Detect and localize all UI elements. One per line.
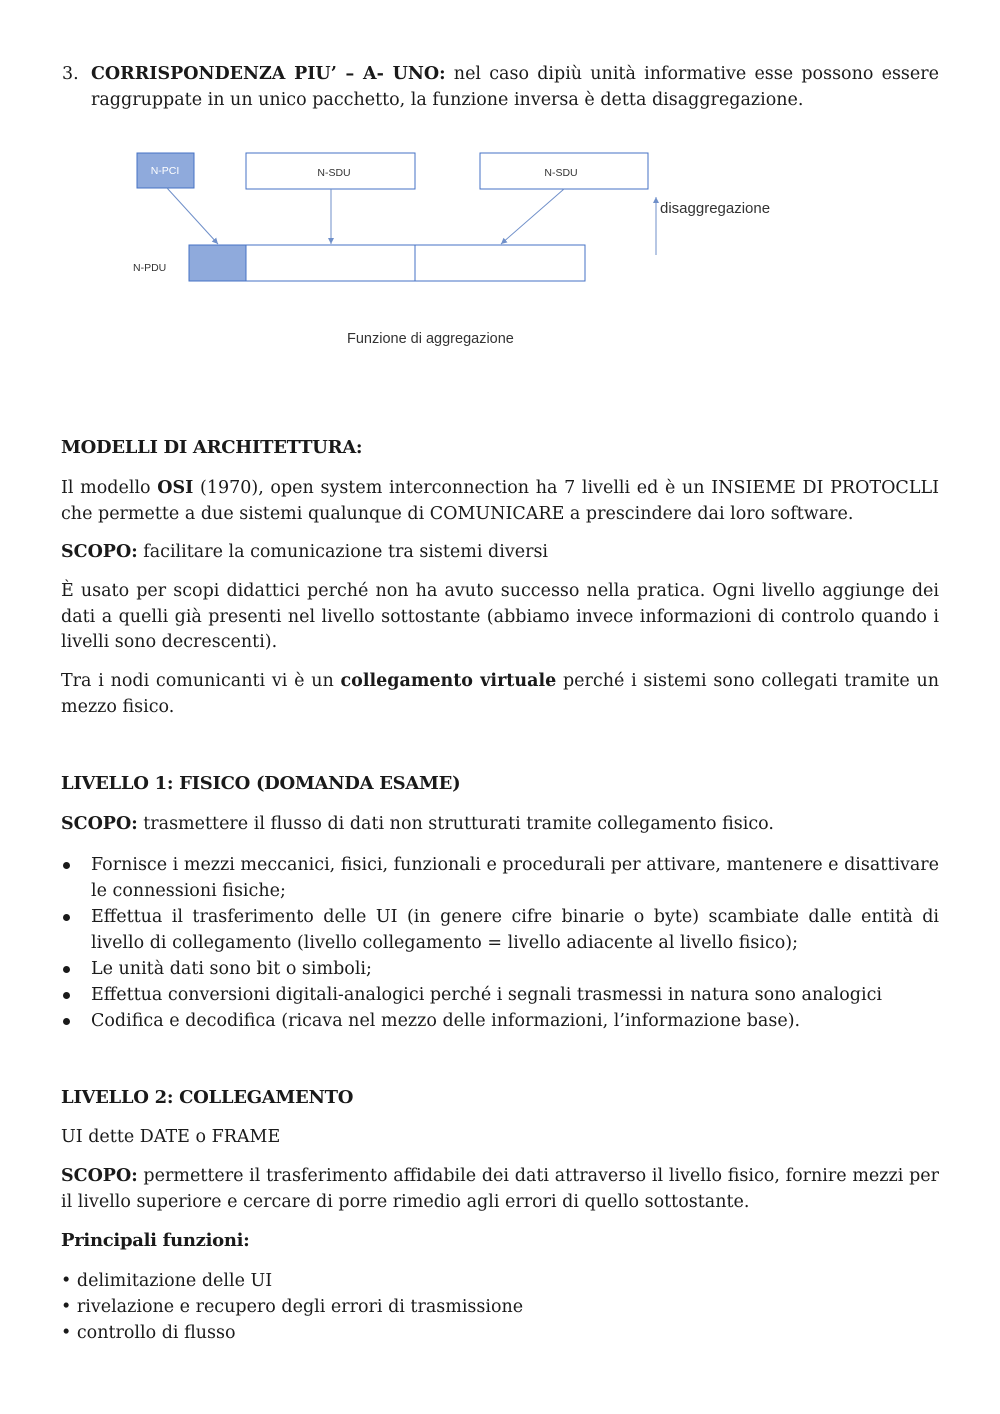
bullet-icon [63, 1018, 70, 1025]
paragraph-scopo-l2 [61, 1164, 939, 1215]
disaggregation-label: disaggregazione [660, 200, 771, 217]
virtual-text-c: perché i sistemi sono collegati tramite un mezzo fisico. [61, 671, 939, 717]
scopo-text: facilitare la comunicazione tra sistemi diversi [137, 542, 549, 562]
list-item [61, 1008, 939, 1034]
osi-text-c: (1970), open system interconnection ha 7 livelli ed è un INSIEME DI PROTOCLLI che permette a due sistemi qualunque di COMUNICARE a prescindere dai loro software. [61, 478, 939, 524]
functions-list [61, 1268, 523, 1346]
nsdu-label-2: N-SDU [544, 167, 578, 179]
scopo-label: SCOPO: [61, 542, 138, 562]
list-number: 3. [62, 64, 79, 84]
diagram-caption: Funzione di aggregazione [347, 331, 514, 347]
npdu-header-box [189, 245, 246, 281]
list-item: • delimitazione delle UI [61, 1271, 273, 1291]
scopo-text: trasmettere il flusso di dati non strutturati tramite collegamento fisico. [137, 814, 774, 834]
heading-level-1: LIVELLO 1: FISICO (DOMANDA ESAME) [61, 773, 461, 794]
bullet-text: Effettua il trasferimento delle UI (in genere cifre binarie o byte) scambiate dalle entità di livello di collegamento (livello collegamento = livello adiacente al livello fisico); [91, 907, 939, 953]
heading-models: MODELLI DI ARCHITETTURA: [61, 437, 363, 458]
paragraph-ui-frames: UI dette DATE o FRAME [61, 1127, 281, 1147]
paragraph-osi [61, 476, 939, 527]
paragraph-scopo-models [61, 540, 939, 566]
npdu-segment-2 [415, 245, 585, 281]
paragraph-didactic: È usato per scopi didattici perché non ha avuto successo nella pratica. Ogni livello aggiunge dei dati a quelli già presenti nel livello sottostante (abbiamo invece informazioni di controlo quando i livelli sono decrescenti). [61, 581, 939, 652]
item-title: CORRISPONDENZA PIU’ – A- UNO: [91, 64, 446, 84]
bullet-text: Codifica e decodifica (ricava nel mezzo delle informazioni, l’informazione base). [91, 1011, 801, 1031]
virtual-bold: collegamento virtuale [340, 671, 557, 691]
heading-main-functions: Principali funzioni: [61, 1230, 250, 1251]
list-item-3 [62, 62, 939, 113]
list-item [61, 982, 939, 1008]
npdu-segment-1 [246, 245, 415, 281]
list-item [61, 956, 939, 982]
arrow-npci [167, 188, 218, 244]
list-item [61, 852, 939, 904]
npci-label: N-PCI [150, 165, 180, 177]
bullet-icon [63, 914, 70, 921]
osi-text-a: Il modello [61, 478, 158, 498]
nsdu-label-1: N-SDU [317, 167, 351, 179]
npdu-label: N-PDU [133, 262, 167, 274]
bullet-icon [63, 992, 70, 999]
level-1-bullet-list [61, 852, 939, 1034]
scopo-label: SCOPO: [61, 814, 138, 834]
aggregation-diagram [120, 140, 800, 355]
bullet-text: Effettua conversioni digitali-analogici perché i segnali trasmessi in natura sono analogici [91, 985, 882, 1005]
arrow-nsdu-2 [501, 189, 564, 244]
item-text: nel caso dipiù unità informative esse possono essere raggruppate in un unico pacchetto, la funzione inversa è detta disaggregazione. [91, 64, 939, 110]
scopo-text: permettere il trasferimento affidabile dei dati attraverso il livello fisico, fornire mezzi per il livello superiore e cercare di porre rimedio agli errori di quello sottostante. [61, 1166, 939, 1212]
bullet-text: Le unità dati sono bit o simboli; [91, 959, 372, 979]
scopo-label: SCOPO: [61, 1166, 138, 1186]
list-item: • rivelazione e recupero degli errori di trasmissione [61, 1297, 524, 1317]
list-item [61, 904, 939, 956]
bullet-text: Fornisce i mezzi meccanici, fisici, funzionali e procedurali per attivare, mantenere e disattivare le connessioni fisiche; [91, 855, 939, 901]
bullet-icon [63, 966, 70, 973]
bullet-icon [63, 862, 70, 869]
osi-bold: OSI [157, 478, 194, 498]
paragraph-virtual-link [61, 669, 939, 720]
paragraph-scopo-l1 [61, 812, 939, 838]
heading-level-2: LIVELLO 2: COLLEGAMENTO [61, 1087, 354, 1108]
virtual-text-a: Tra i nodi comunicanti vi è un [61, 671, 341, 691]
list-item: • controllo di flusso [61, 1323, 236, 1343]
